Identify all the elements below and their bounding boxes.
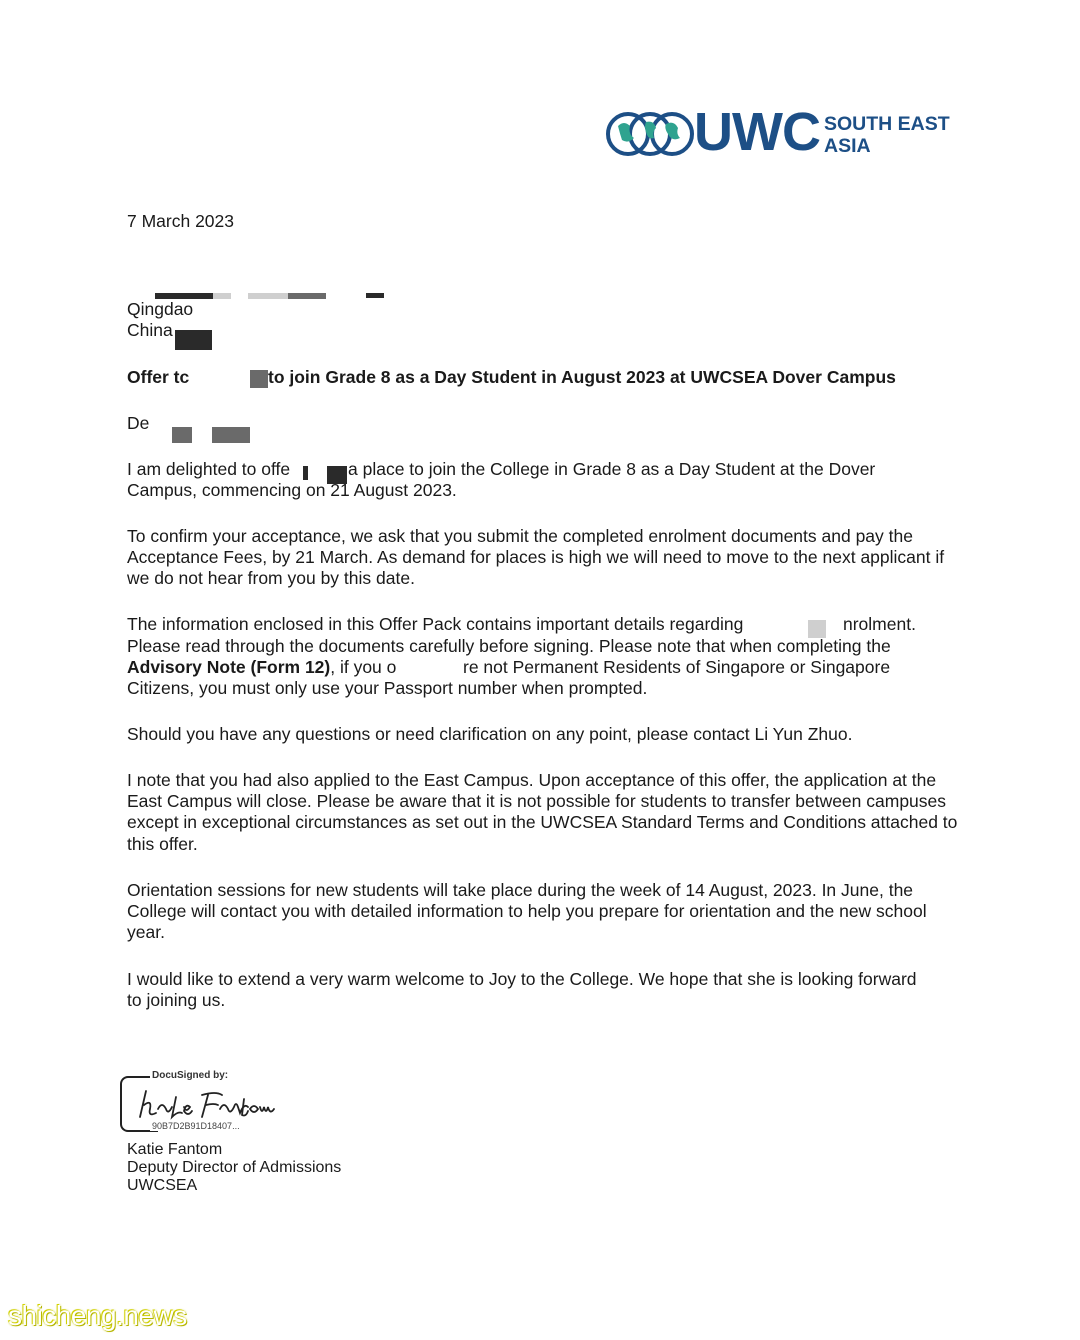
logo-wordmark: UWC	[694, 102, 820, 162]
address-country: China	[127, 320, 173, 340]
letter-date: 7 March 2023	[127, 211, 235, 231]
paragraph-1-line-1a: I am delighted to offe	[127, 459, 291, 479]
salutation: De	[127, 413, 150, 433]
paragraph-3-line-3a: , if you o	[330, 657, 397, 677]
redaction-block	[213, 293, 231, 299]
signatory-name: Katie Fantom	[127, 1141, 223, 1158]
site-watermark: shicheng.news	[8, 1300, 187, 1331]
paragraph-3-line-4: Citizens, you must only use your Passport number when prompted.	[127, 678, 648, 698]
uwc-logo	[606, 102, 956, 162]
redaction-block	[172, 427, 192, 443]
handwritten-signature	[136, 1087, 276, 1123]
paragraph-3-line-2: Please read through the documents carefully before signing. Please note that when completing the	[127, 636, 891, 656]
paragraph-7: I would like to extend a very warm welcome to Joy to the College. We hope that she is looking forward to joining us.	[127, 969, 917, 1011]
redaction-block	[212, 427, 250, 443]
paragraph-3-line-3b: re not Permanent Residents of Singapore or Singapore	[463, 657, 891, 677]
docusign-hash: 90B7D2B91D18407...	[152, 1121, 240, 1131]
advisory-note-label: Advisory Note (Form 12)	[127, 657, 331, 677]
signatory-org: UWCSEA	[127, 1177, 198, 1194]
redaction-block	[175, 330, 212, 350]
paragraph-5: I note that you had also applied to the East Campus. Upon acceptance of this offer, the application at the East Campus will close. Please be aware that it is not possible for students to transfer between campuses except in exceptional circumstances as set out in the UWCSEA Standard Terms and Conditions attached to this offer.	[127, 770, 958, 854]
docusign-label: DocuSigned by:	[152, 1070, 229, 1081]
redaction-block	[288, 293, 326, 299]
redaction-block	[303, 466, 308, 480]
redaction-block	[366, 293, 384, 298]
paragraph-4: Should you have any questions or need clarification on any point, please contact Li Yun Zhuo.	[127, 724, 853, 744]
paragraph-2: To confirm your acceptance, we ask that you submit the completed enrolment documents and pay the Acceptance Fees, by 21 March. As demand for places is high we will need to move to the next applicant if we do not hear from you by this date.	[127, 526, 945, 589]
paragraph-3-line-3	[127, 657, 396, 678]
logo-subtitle-line1: SOUTH EAST	[824, 113, 950, 135]
logo-subtitle-line2: ASIA	[824, 135, 871, 157]
redaction-block	[250, 370, 268, 388]
paragraph-6: Orientation sessions for new students will take place during the week of 14 August, 2023. In June, the College will contact you with detailed information to help you prepare for orientation and the new school year.	[127, 880, 927, 943]
paragraph-1-line-1b: a place to join the College in Grade 8 as a Day Student at the Dover	[348, 459, 876, 479]
signatory-title: Deputy Director of Admissions	[127, 1159, 342, 1176]
globe-rings-icon	[606, 108, 696, 160]
subject-line: to join Grade 8 as a Day Student in August 2023 at UWCSEA Dover Campus	[268, 367, 896, 387]
paragraph-3-line-1b: nrolment.	[843, 614, 916, 634]
paragraph-3-line-1a: The information enclosed in this Offer Pack contains important details regarding	[127, 614, 744, 634]
address-city: Qingdao	[127, 299, 194, 319]
paragraph-1-line-2: Campus, commencing on 21 August 2023.	[127, 480, 457, 500]
redaction-block	[248, 293, 288, 299]
subject-prefix: Offer tc	[127, 367, 190, 387]
